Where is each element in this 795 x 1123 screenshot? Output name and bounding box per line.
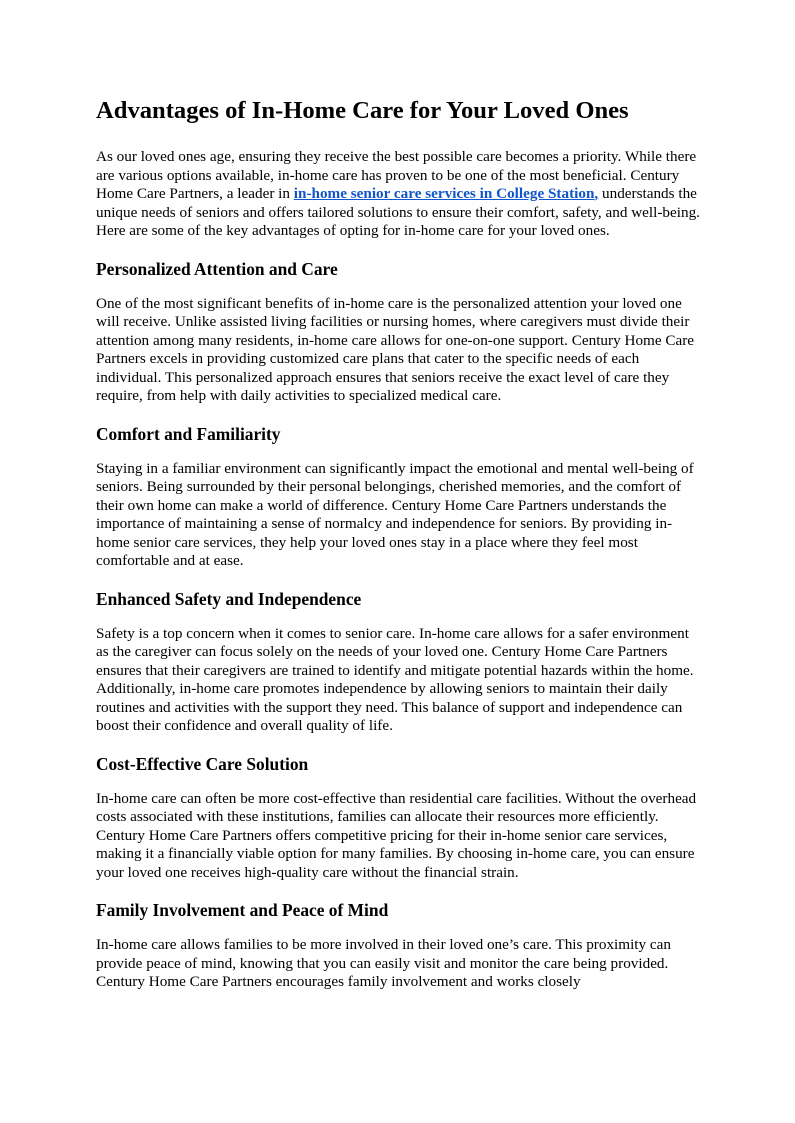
intro-text-after-link: understands the unique needs of seniors and offers tailored solutions to ensure their comfort, safety, and well-being. Here are some of the key advantages of opting for in-home care for your loved ones. — [96, 185, 700, 239]
section-body-safety-independence: Safety is a top concern when it comes to senior care. In-home care allows for a safer environment as the caregiver can focus solely on the needs of your loved one. Century Home Care Partners ensures that their caregivers are trained to identify and mitigate potential hazards within the home. Additionally, in-home care promotes independence by allowing seniors to maintain their daily routines and activities with the support they need. This balance of support and independence can boost their confidence and overall quality of life. — [96, 624, 694, 734]
senior-care-services-link-comma[interactable]: , — [594, 185, 599, 202]
section-body-personalized-attention: One of the most significant benefits of in-home care is the personalized attention your loved one will receive. Unlike assisted living facilities or nursing homes, where caregivers must divide their attention among many residents, in-home care allows for one-on-one support. Century Home Care Partners excels in providing customized care plans that cater to the specific needs of each individual. This personalized approach ensures that seniors receive the exact level of care they require, from help with daily activities to specialized medical care. — [96, 294, 695, 404]
document-page — [96, 95, 700, 1008]
intro-text-before-link: As our loved ones age, ensuring they receive the best possible care becomes a priority. While there are various options available, in-home care has proven to be one of the most beneficial. Century Home Care Partners, a leader in — [96, 148, 697, 202]
section-body-family-involvement: In-home care allows families to be more involved in their loved one’s care. This proximity can provide peace of mind, knowing that you can easily visit and monitor the care being provided. Century Home Care Partners encourages family involvement and works closely — [96, 936, 671, 990]
section-heading-family-involvement: Family Involvement and Peace of Mind — [96, 900, 389, 920]
section-heading-comfort-familiarity: Comfort and Familiarity — [96, 423, 281, 444]
section-body-cost-effective: In-home care can often be more cost-effective than residential care facilities. Without the overhead costs associated with these institutions, families can allocate their resources more efficiently. Century Home Care Partners offers competitive pricing for their in-home senior care services, making it a financially viable option for many families. By choosing in-home care, you can ensure your loved one receives high-quality care without the financial strain. — [96, 789, 697, 881]
section-body-comfort-familiarity: Staying in a familiar environment can significantly impact the emotional and mental well-being of seniors. Being surrounded by their personal belongings, cherished memories, and the comfort of their own home can make a world of difference. Century Home Care Partners understands the importance of maintaining a sense of normalcy and independence for seniors. By providing in-home senior care services, they help your loved ones stay in a place where they feel most comfortable and at ease. — [96, 459, 694, 569]
page-title: Advantages of In-Home Care for Your Loved Ones — [96, 97, 629, 124]
senior-care-services-link[interactable]: in-home senior care services in College Station — [293, 185, 595, 202]
section-heading-cost-effective: Cost-Effective Care Solution — [96, 753, 309, 774]
intro-paragraph — [96, 148, 700, 241]
section-heading-safety-independence: Enhanced Safety and Independence — [96, 588, 362, 609]
section-heading-personalized-attention: Personalized Attention and Care — [96, 258, 338, 279]
